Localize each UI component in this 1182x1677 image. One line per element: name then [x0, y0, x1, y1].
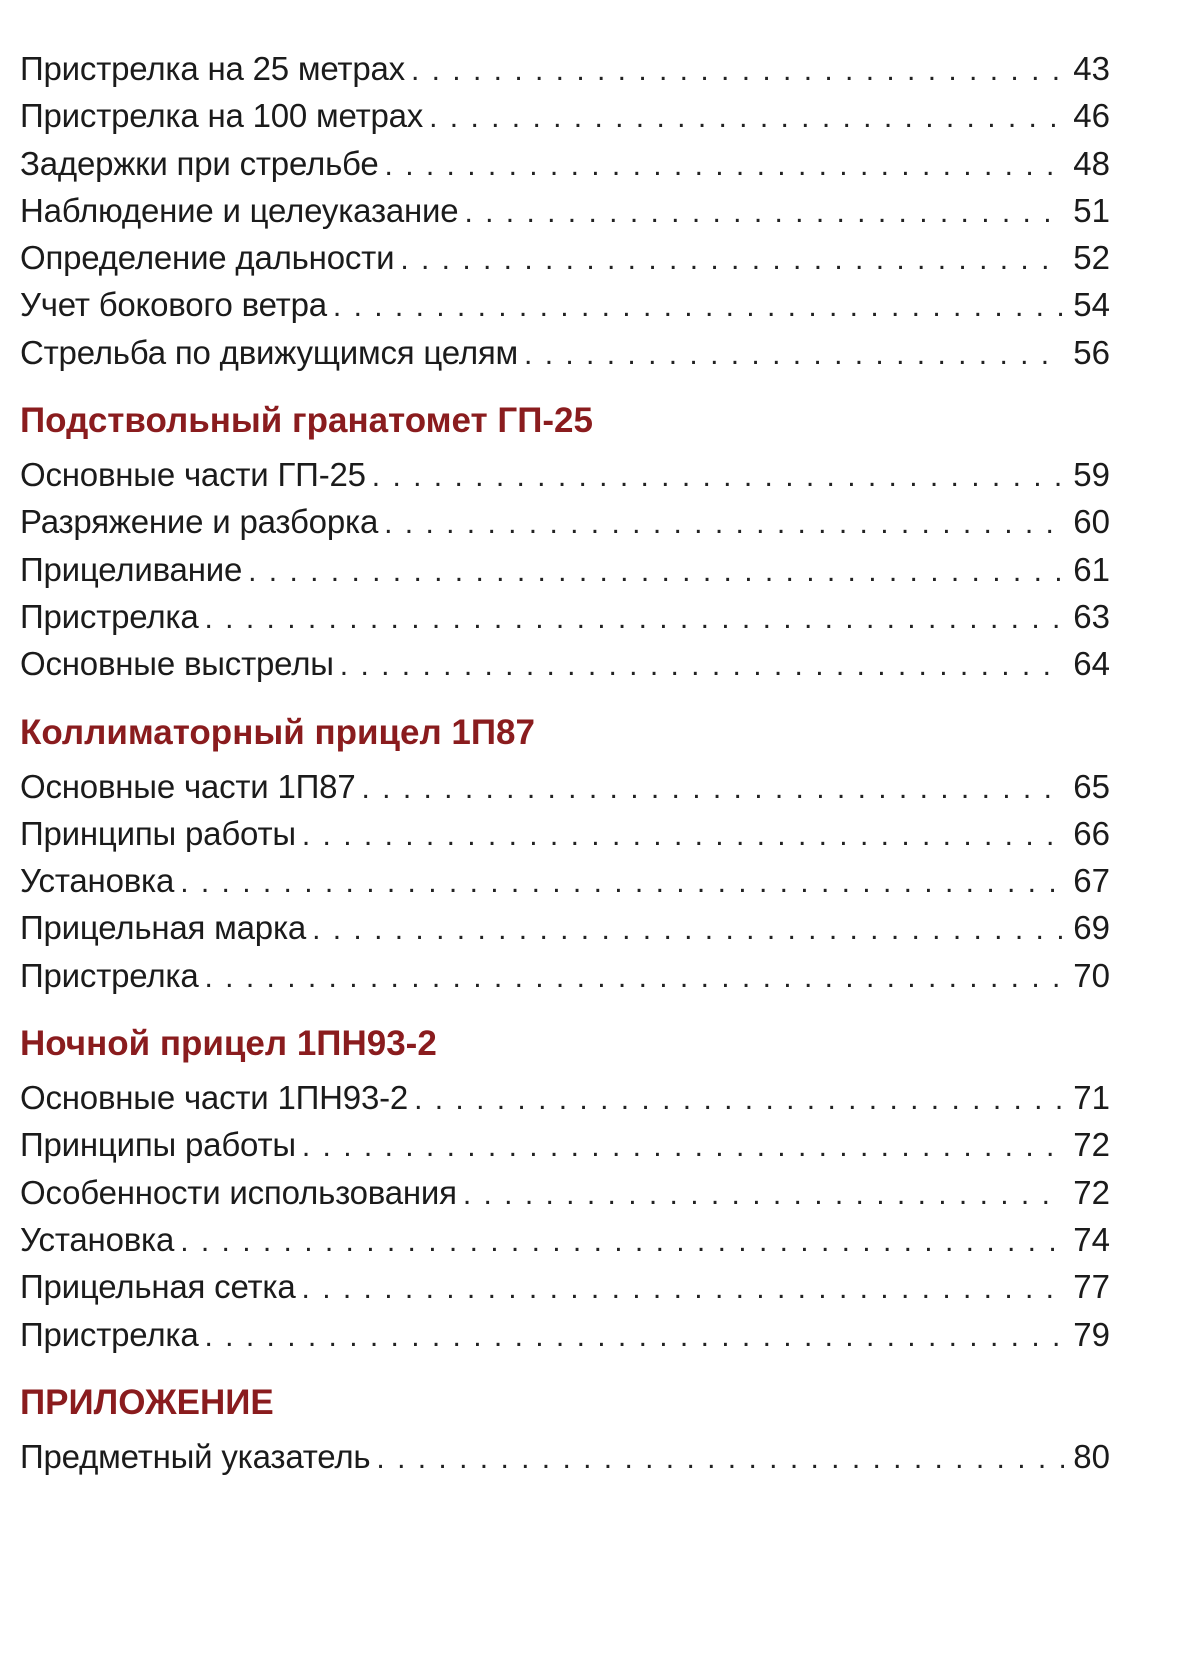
toc-entry[interactable]: [20, 1263, 1110, 1310]
dot-leader: [334, 642, 1064, 689]
dot-leader: [199, 954, 1064, 1001]
toc-entry[interactable]: [20, 904, 1110, 951]
toc-entry-title: Пристрелка на 25 метрах: [20, 50, 405, 87]
dot-leader: [370, 1435, 1064, 1482]
toc-entry-page-number: 67: [1073, 862, 1110, 900]
toc-entry-page-number: 56: [1073, 333, 1110, 371]
toc-entry[interactable]: [20, 92, 1110, 139]
toc-section: [20, 1383, 1110, 1480]
toc-entry-title: Учет бокового ветра: [20, 286, 327, 324]
toc-entry-page-number: 65: [1073, 767, 1110, 805]
toc-entry-title: Пристрелка: [20, 1315, 199, 1353]
toc-entry[interactable]: [20, 1074, 1110, 1121]
toc-entry-title: Основные части 1П87: [20, 767, 356, 805]
toc-entry-page-number: 71: [1073, 1079, 1110, 1117]
toc-entry[interactable]: [20, 763, 1110, 810]
dot-leader: [355, 765, 1064, 812]
dot-leader: [327, 283, 1064, 330]
toc-entry-page-number: 46: [1073, 97, 1110, 135]
toc-entry-page-number: 72: [1073, 1126, 1110, 1164]
toc-entry-page-number: 43: [1073, 50, 1110, 87]
toc-entry[interactable]: [20, 234, 1110, 281]
dot-leader: [296, 812, 1064, 859]
table-of-contents: [20, 45, 1110, 1480]
toc-section: [20, 401, 1110, 687]
dot-leader: [296, 1265, 1064, 1312]
toc-entry-title: Прицельная марка: [20, 909, 307, 947]
toc-entry-title: Прицеливание: [20, 550, 243, 588]
section-heading: Ночной прицел 1ПН93-2: [20, 1024, 437, 1064]
dot-leader: [242, 548, 1064, 595]
toc-entry-title: Стрельба по движущимся целям: [20, 333, 519, 371]
toc-entry-page-number: 52: [1073, 239, 1110, 277]
toc-entry-title: Пристрелка: [20, 597, 199, 635]
dot-leader: [199, 1313, 1064, 1360]
dot-leader: [296, 1123, 1064, 1170]
toc-entry-page-number: 60: [1073, 503, 1110, 541]
toc-entry-title: Пристрелка на 100 метрах: [20, 97, 424, 135]
toc-entry-page-number: 79: [1073, 1315, 1110, 1353]
toc-entry-title: Установка: [20, 1220, 175, 1258]
toc-entry-page-number: 59: [1073, 456, 1110, 494]
toc-entry-title: Основные части 1ПН93-2: [20, 1079, 409, 1117]
toc-entry-title: Принципы работы: [20, 1126, 296, 1164]
toc-entry[interactable]: [20, 640, 1110, 687]
toc-entry-title: Наблюдение и целеуказание: [20, 191, 459, 229]
toc-entry[interactable]: [20, 952, 1110, 999]
toc-entry-title: Принципы работы: [20, 814, 296, 852]
section-heading: ПРИЛОЖЕНИЕ: [20, 1382, 274, 1422]
dot-leader: [199, 595, 1064, 642]
toc-entry[interactable]: [20, 810, 1110, 857]
dot-leader: [518, 331, 1064, 378]
toc-entry-page-number: 63: [1073, 597, 1110, 635]
toc-entry-title: Установка: [20, 862, 175, 900]
toc-entry[interactable]: [20, 329, 1110, 376]
section-heading: Подствольный гранатомет ГП-25: [20, 401, 593, 441]
toc-entry-title: Особенности использования: [20, 1173, 457, 1211]
toc-entry-page-number: 51: [1073, 191, 1110, 229]
toc-entry[interactable]: [20, 451, 1110, 498]
dot-leader: [174, 1218, 1064, 1265]
toc-entry[interactable]: [20, 1433, 1110, 1480]
toc-entry-title: Основные части ГП-25: [20, 456, 366, 494]
toc-entry-page-number: 77: [1073, 1268, 1110, 1306]
dot-leader: [379, 142, 1064, 189]
dot-leader: [366, 453, 1064, 500]
toc-entry[interactable]: [20, 1311, 1110, 1358]
toc-section: [20, 713, 1110, 999]
toc-entry-page-number: 48: [1073, 144, 1110, 182]
toc-entry-title: Прицельная сетка: [20, 1268, 296, 1306]
toc-entry-title: Задержки при стрельбе: [20, 144, 379, 182]
toc-entry[interactable]: [20, 1169, 1110, 1216]
dot-leader: [174, 859, 1064, 906]
toc-entry-page-number: 54: [1073, 286, 1110, 324]
toc-entry-page-number: 70: [1073, 956, 1110, 994]
dot-leader: [423, 94, 1064, 141]
toc-entry-page-number: 66: [1073, 814, 1110, 852]
toc-entry[interactable]: [20, 1121, 1110, 1168]
dot-leader: [408, 1076, 1064, 1123]
toc-entry-page-number: 69: [1073, 909, 1110, 947]
toc-entry-page-number: 80: [1073, 1437, 1110, 1475]
section-heading: Коллиматорный прицел 1П87: [20, 712, 535, 752]
toc-entry-page-number: 61: [1073, 550, 1110, 588]
toc-entry-title: Разряжение и разборка: [20, 503, 379, 541]
toc-entry-title: Основные выстрелы: [20, 645, 334, 683]
toc-entry-page-number: 74: [1073, 1220, 1110, 1258]
toc-entry[interactable]: [20, 1216, 1110, 1263]
toc-entry[interactable]: [20, 857, 1110, 904]
toc-entry[interactable]: [20, 45, 1110, 92]
dot-leader: [394, 236, 1064, 283]
dot-leader: [306, 906, 1064, 953]
toc-entry-title: Предметный указатель: [20, 1437, 371, 1475]
toc-section: [20, 1024, 1110, 1358]
toc-entry-page-number: 64: [1073, 645, 1110, 683]
toc-entry[interactable]: [20, 187, 1110, 234]
toc-entry[interactable]: [20, 281, 1110, 328]
toc-entry-title: Пристрелка: [20, 956, 199, 994]
toc-entry-page-number: 72: [1073, 1173, 1110, 1211]
dot-leader: [405, 47, 1064, 94]
toc-entry[interactable]: [20, 140, 1110, 187]
dot-leader: [457, 1171, 1064, 1218]
toc-entry-title: Определение дальности: [20, 239, 395, 277]
dot-leader: [458, 189, 1064, 236]
toc-entry[interactable]: [20, 593, 1110, 640]
toc-entry[interactable]: [20, 546, 1110, 593]
toc-section: [20, 45, 1110, 376]
dot-leader: [378, 500, 1064, 547]
toc-entry[interactable]: [20, 498, 1110, 545]
